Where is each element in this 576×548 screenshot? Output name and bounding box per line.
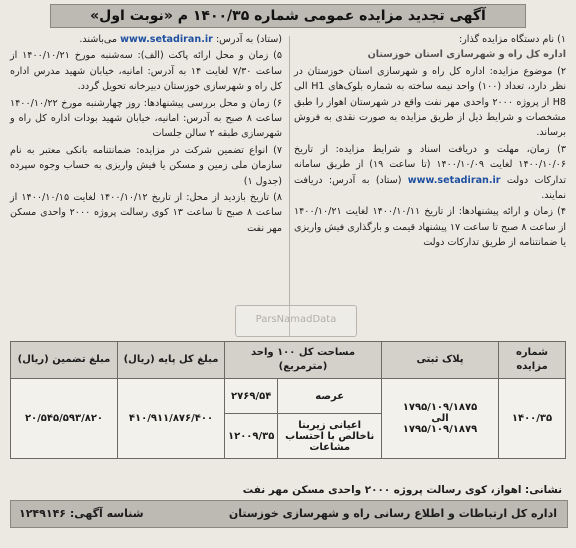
item-5: ۵) زمان و محل ارائه پاکت (الف): سه‌شنبه مورخ ۱۴۰۰/۱۰/۲۱ از ساعت ۷/۳۰ لغایت ۱۴ به آدرس: امانیه، خیابان شهید مدرس اداره کل راه و شهرسازی خوزستان دبیرخانه تحویل گردد. [10,50,282,93]
item-3-text: ۳) زمان، مهلت و دریافت اسناد و شرایط مزایده: از تاریخ ۱۴۰۰/۱۰/۰۶ لغایت ۱۴۰۰/۱۰/۰۹ (تا ساعت ۱۹) از طریق سامانه تدارکات دولت [294,143,566,186]
item-4: ۴) زمان و ارائه پیشنهادها: از تاریخ ۱۴۰۰/۱۰/۱۱ لغایت ۱۴۰۰/۱۰/۲۱ از ساعت ۸ صبح تا ساعت ۱۷ پیشنهاد قیمت و بارگذاری فیش واریزی یا ضمانتنامه از طریق تدارکات دولت [294,206,566,249]
cell-land-value: ۲۷۶۹/۵۴ [225,379,278,414]
setadiran-link-2[interactable]: www.setadiran.ir [120,34,213,45]
notice-body [10,32,566,342]
item-2: ۲) موضوع مزایده: اداره کل راه و شهرسازی استان خوزستان در نظر دارد، تعداد (۱۰۰) واحد نیمه ساخته به شماره بلوک‌های H1 الی H8 از پروژه ۲۰۰۰ واحدی مهر نفت واقع در شهرستان اهواز را طبق مشخصات و شرایط ذیل از طریق مزایده به صورت نقدی به فروش برساند. [294,65,567,139]
footer-organization: اداره کل ارتباطات و اطلاع رسانی راه و شهرسازی خوزستان [228,507,557,520]
plate-from: ۱۷۹۵/۱۰۹/۱۸۷۵ [402,402,478,413]
item-6: ۶) زمان و محل بررسی پیشنهادها: روز چهارشنبه مورخ ۱۴۰۰/۱۰/۲۲ ساعت ۸ صبح به آدرس: امانیه، خیابان شهید بودات اداره کل راه و شهرسازی طبقه ۲ سالن جلسات [10,97,282,140]
item-4-continued [10,32,282,47]
table-header-row [11,342,566,379]
item-1 [294,32,566,63]
project-address: نشانی: اهواز، کوی رسالت پروژه ۲۰۰۰ واحدی مسکن مهر نفت [242,484,562,496]
organization-name: اداره کل راه و شهرسازی استان خوزستان [367,49,566,61]
col-plate: پلاک ثبتی [382,342,499,379]
item-7: ۷) انواع تضمین شرکت در مزایده: ضمانتنامه بانکی معتبر به نام سازمان ملی زمین و مسکن یا فیش واریزی به حساب وجوه سپرده (جدول ۱) [10,144,282,187]
setadiran-link[interactable]: www.setadiran.ir [407,174,501,186]
col-area: مساحت کل ۱۰۰ واحد (مترمربع) [225,342,382,379]
item-4-cont-text: (ستاد) به آدرس: [215,34,282,45]
item-3 [294,142,566,204]
col-guarantee: مبلغ تضمین (ریال) [11,342,118,379]
plate-to: ۱۷۹۵/۱۰۹/۱۸۷۹ [402,424,478,435]
notice-title: آگهی تجدید مزایده عمومی شماره ۱۴۰۰/۳۵ م «نوبت اول» [50,4,526,28]
cell-plate [382,379,499,459]
plate-to-word: الی [431,413,449,424]
column-divider [289,36,290,336]
table-row [11,379,566,414]
watermark-stamp: ParsNamadData [235,305,357,337]
col-base-price: مبلغ کل پایه (ریال) [118,342,225,379]
right-column [294,32,566,252]
cell-building-value: ۱۲۰۰۹/۳۵ [225,414,278,459]
col-auction-no: شماره مزایده [499,342,566,379]
cell-guarantee: ۲۰/۵۴۵/۵۹۳/۸۲۰ [11,379,118,459]
footer-bar [10,500,568,528]
ad-code: شناسه آگهی: ۱۲۴۹۱۴۶ [19,507,144,520]
item-1-label: ۱) نام دستگاه مزایده گذار: [458,34,566,45]
cell-auction-no: ۱۴۰۰/۳۵ [499,379,566,459]
item-4-cont-end: می‌باشند. [79,34,118,45]
cell-base-price: ۴۱۰/۹۱۱/۸۷۶/۴۰۰ [118,379,225,459]
item-8: ۸) تاریخ بازدید از محل: از تاریخ ۱۴۰۰/۱۰/۱۲ لغایت ۱۴۰۰/۱۰/۱۵ از ساعت ۸ صبح تا ساعت ۱۳ کوی رسالت پروژه ۲۰۰۰ واحدی مسکن مهر نفت [10,192,283,234]
cell-land-label: عرصه [278,379,382,414]
left-column [10,32,282,237]
item-3-text-end: (ستاد) به آدرس: دریافت نمایند. [294,174,566,202]
cell-building-label: اعیانی زیربنا ناخالص با احتساب مشاعات [278,414,382,459]
auction-table [10,341,566,459]
